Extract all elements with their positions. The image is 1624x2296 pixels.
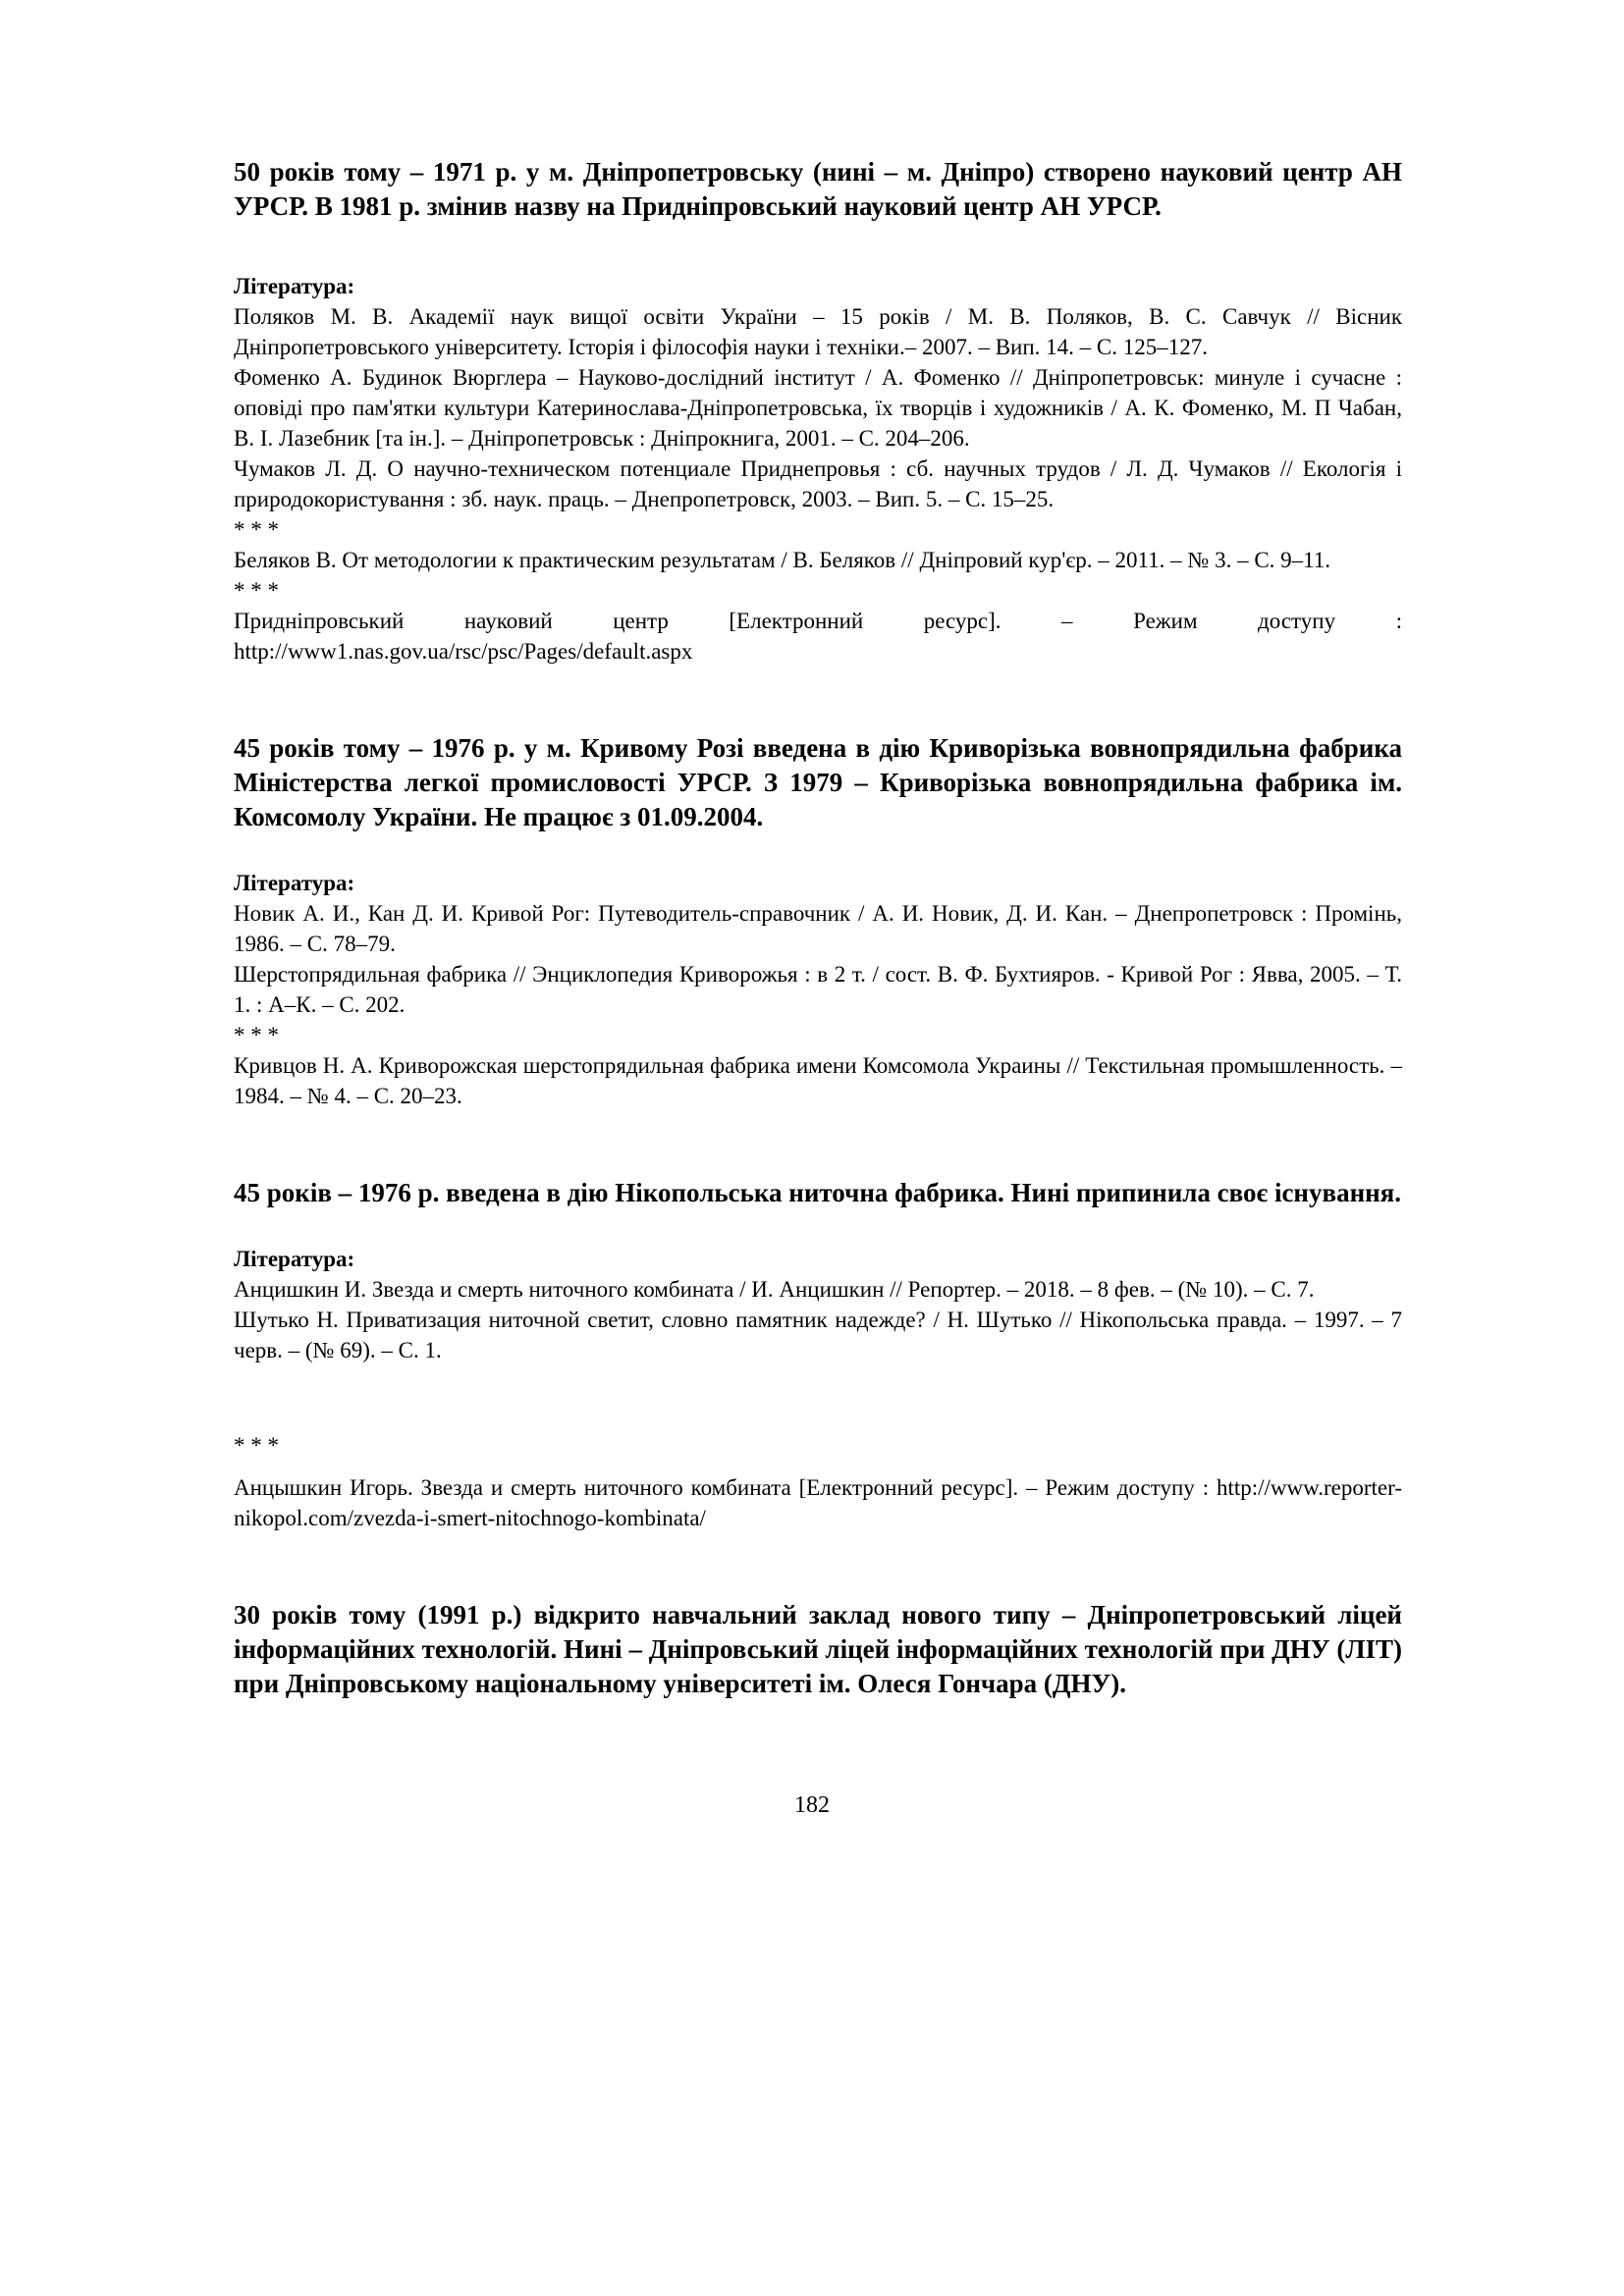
bibliography-entry: Анцышкин Игорь. Звезда и смерть ниточного комбината [Електронний ресурс]. – Режим доступу : http://www.reporter-nikopol.com/zvezda-i-smert-nitochnogo-kombinata/	[234, 1475, 1402, 1530]
bibliography-entry: Чумаков Л. Д. О научно-техническом потенциале Приднепровья : сб. научных трудов / Л. Д. Чумаков // Екологія і природокористування : зб. наук. праць. – Днепропетровск, 2003. – Вип. 5. – С. 15–25.	[234, 456, 1402, 511]
literature-label: Література:	[234, 274, 355, 298]
section-heading: 50 років тому – 1971 р. у м. Дніпропетровську (нині – м. Дніпро) створено науковий центр АН УРСР. В 1981 р. змінив назву на Придніпровський науковий центр АН УРСР.	[234, 157, 1402, 221]
separator-stars: * * *	[234, 1433, 279, 1458]
section-heading: 45 років – 1976 р. введена в дію Нікопольська ниточна фабрика. Нині припинила своє існування.	[234, 1178, 1402, 1207]
literature-label: Література:	[234, 1247, 355, 1271]
bibliography-entry: Придніпровський науковий центр [Електронний ресурс]. – Режим доступу : http://www1.nas.gov.ua/rsc/psc/Pages/default.aspx	[234, 609, 1402, 664]
bibliography-entry: Новик А. И., Кан Д. И. Кривой Рог: Путеводитель-справочник / А. И. Новик, Д. И. Кан. – Днепропетровск : Промінь, 1986. – С. 78–79.	[234, 901, 1402, 956]
bibliography-entry: Поляков М. В. Академії наук вищої освіти України – 15 років / М. В. Поляков, В. С. Савчук // Вісник Дніпропетровського університету. Історія і філософія науки і техніки.– 2007. – Вип. 14. – С. 125–127.	[234, 304, 1402, 359]
bibliography-entry: Беляков В. От методологии к практическим результатам / В. Беляков // Дніпровий кур'єр. – 2011. – № 3. – С. 9–11.	[234, 548, 1331, 572]
bibliography-entry: Фоменко А. Будинок Вюрглера – Науково-дослідний інститут / А. Фоменко // Дніпропетровськ: минуле і сучасне : оповіді про пам'ятки культури Катеринослава-Дніпропетровська, їх творців і художників / А. К. Фоменко, М. П Чабан, В. І. Лазебник [та ін.]. – Дніпропетровськ : Дніпрокнига, 2001. – С. 204–206.	[234, 365, 1402, 451]
separator-stars: * * *	[234, 517, 279, 542]
literature-label: Література:	[234, 871, 355, 895]
page-number: 182	[794, 1792, 830, 1818]
separator-stars: * * *	[234, 578, 279, 603]
separator-stars: * * *	[234, 1023, 279, 1047]
bibliography-entry: Шутько Н. Приватизация ниточной светит, словно памятник надежде? / Н. Шутько // Нікопольська правда. – 1997. – 7 черв. – (№ 69). – С. 1.	[234, 1308, 1402, 1362]
bibliography-entry: Анцишкин И. Звезда и смерть ниточного комбината / И. Анцишкин // Репортер. – 2018. – 8 фев. – (№ 10). – С. 7.	[234, 1277, 1315, 1302]
section-heading: 30 років тому (1991 р.) відкрито навчальний заклад нового типу – Дніпропетровський ліцей інформаційних технологій. Нині – Дніпровський ліцей інформаційних технологій при ДНУ (ЛІТ) при Дніпровському національному університеті ім. Олеся Гончара (ДНУ).	[234, 1600, 1402, 1698]
bibliography-entry: Кривцов Н. А. Криворожская шерстопрядильная фабрика имени Комсомола Украины // Текстильная промышленность. – 1984. – № 4. – С. 20–23.	[234, 1053, 1402, 1108]
document-page	[234, 155, 1402, 1701]
bibliography-entry: Шерстопрядильная фабрика // Энциклопедия Криворожья : в 2 т. / сост. В. Ф. Бухтияров. - Кривой Рог : Явва, 2005. – Т. 1. : А–К. – С. 202.	[234, 962, 1402, 1017]
section-heading: 45 років тому – 1976 р. у м. Кривому Розі введена в дію Криворізька вовнопрядильна фабрика Міністерства легкої промисловості УРСР. З 1979 – Криворізька вовнопрядильна фабрика ім. Комсомолу України. Не працює з 01.09.2004.	[234, 733, 1402, 831]
